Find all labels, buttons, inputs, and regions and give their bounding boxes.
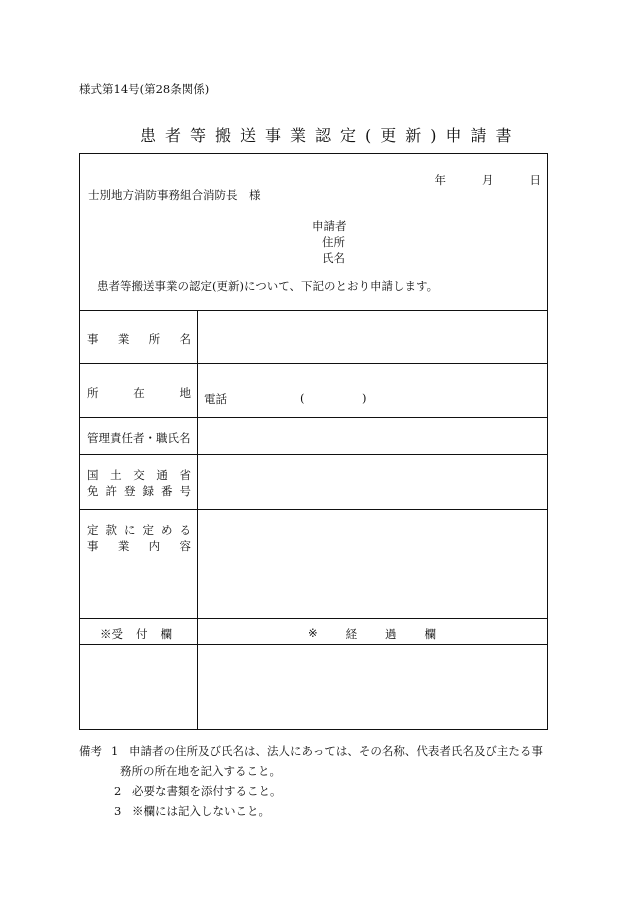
progress-header: ※ 経 過 欄: [308, 626, 436, 641]
office-name-label: 事 業 所 名: [87, 332, 191, 346]
application-form: [79, 153, 548, 730]
location-row[interactable]: [80, 364, 547, 418]
date-year[interactable]: 年: [434, 173, 446, 187]
date-day[interactable]: 日: [529, 173, 541, 187]
form-header-section: [80, 154, 547, 311]
note-item-1: 備考 1 申請者の住所及び氏名は、法人にあっては、その名称、代表者氏名及び主たる事: [79, 741, 543, 761]
page-title: 患者等搬送事業認定(更新)申請書: [140, 126, 521, 145]
application-statement: 患者等搬送事業の認定(更新)について、下記のとおり申請します。: [97, 279, 439, 293]
office-use-area: [80, 645, 547, 729]
note-item-1-continued: 務所の所在地を記入すること。: [120, 764, 281, 778]
location-label: 所 在 地: [87, 386, 191, 400]
phone-field[interactable]: [204, 391, 367, 407]
reception-header-cell: [80, 619, 198, 644]
license-number-label-cell: [80, 455, 198, 509]
phone-open-paren: (: [300, 391, 305, 405]
manager-row[interactable]: [80, 418, 547, 455]
reception-header: ※受 付 欄: [100, 627, 172, 641]
applicant-address-label[interactable]: 住所: [322, 235, 345, 249]
license-number-label-line1: 国 土 交 通 省: [87, 468, 191, 482]
date-line: [435, 172, 542, 188]
business-content-label-cell: [80, 510, 198, 618]
license-number-row[interactable]: [80, 455, 547, 510]
office-name-label-cell: [80, 310, 198, 363]
addressee: 士別地方消防事務組合消防長 様: [88, 188, 261, 202]
note-item-2: 2 必要な書類を添付すること。: [114, 784, 282, 798]
license-number-label-line2: 免 許 登 録 番 号: [87, 484, 191, 498]
manager-label: 管理責任者・職氏名: [87, 431, 191, 445]
note-item-3: 3 ※欄には記入しないこと。: [114, 804, 270, 818]
applicant-label: 申請者: [312, 219, 347, 233]
business-content-row[interactable]: [80, 510, 547, 619]
date-month[interactable]: 月: [482, 173, 494, 187]
office-use-divider: [197, 645, 198, 729]
phone-label: 電話: [204, 392, 227, 406]
applicant-block: [312, 218, 347, 266]
office-name-row[interactable]: [80, 310, 547, 364]
form-number: 様式第14号(第28条関係): [79, 82, 210, 96]
business-content-label-line1: 定 款 に 定 め る: [87, 523, 191, 537]
applicant-name-label[interactable]: 氏名: [322, 251, 345, 265]
manager-label-cell: [80, 418, 198, 454]
notes-heading: 備考: [79, 744, 102, 758]
office-use-header-row: [80, 619, 547, 645]
business-content-label-line2: 事 業 内 容: [87, 539, 191, 553]
notes-section: [79, 741, 543, 821]
location-label-cell: [80, 364, 198, 417]
phone-close-paren: ): [362, 391, 367, 405]
